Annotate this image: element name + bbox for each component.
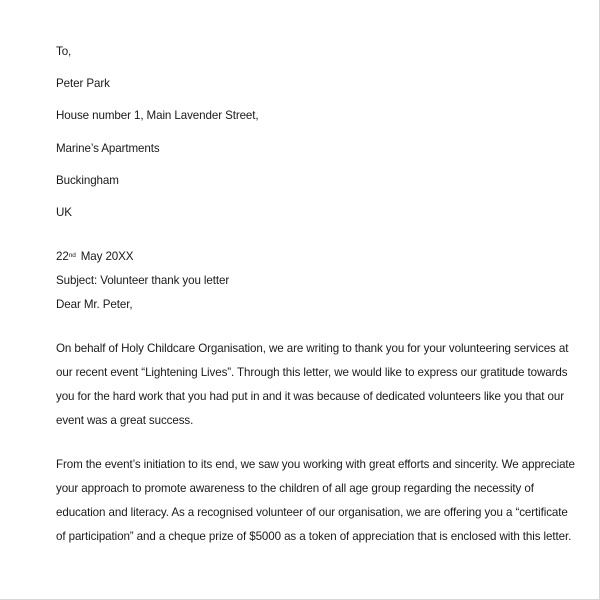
date-day: 22 <box>56 250 69 263</box>
to-label: To, <box>56 45 72 58</box>
letter-date <box>56 250 133 264</box>
address-line-1: House number 1, Main Lavender Street, <box>56 109 259 122</box>
greeting: Dear Mr. Peter, <box>56 298 133 311</box>
date-suffix: nd <box>68 252 76 259</box>
paragraph-1-line: event was a great success. <box>56 414 194 427</box>
address-city: Buckingham <box>56 174 119 187</box>
paragraph-2-line: education and literacy. As a recognised volunteer of our organisation, we are offering you a “certificate <box>56 506 568 519</box>
paragraph-2-line: your approach to promote awareness to the children of all age group regarding the necessity of <box>56 482 534 495</box>
date-month-year: May 20XX <box>80 250 134 263</box>
paragraph-2-line: of participation” and a cheque prize of $5000 as a token of appreciation that is enclosed with this letter. <box>56 530 572 543</box>
paragraph-1-line: On behalf of Holy Childcare Organisation, we are writing to thank you for your volunteering services at <box>56 342 569 355</box>
subject-line: Subject: Volunteer thank you letter <box>56 274 230 287</box>
address-country: UK <box>56 206 72 219</box>
paragraph-2-line: From the event’s initiation to its end, we saw you working with great efforts and sincerity. We appreciate <box>56 458 575 471</box>
recipient-name: Peter Park <box>56 77 110 90</box>
paragraph-1-line: our recent event “Lightening Lives”. Through this letter, we would like to express our gratitude towards <box>56 366 568 379</box>
paragraph-1-line: you for the hard work that you had put in and it was because of dedicated volunteers like you that our <box>56 390 564 403</box>
address-line-2: Marine’s Apartments <box>56 142 160 155</box>
